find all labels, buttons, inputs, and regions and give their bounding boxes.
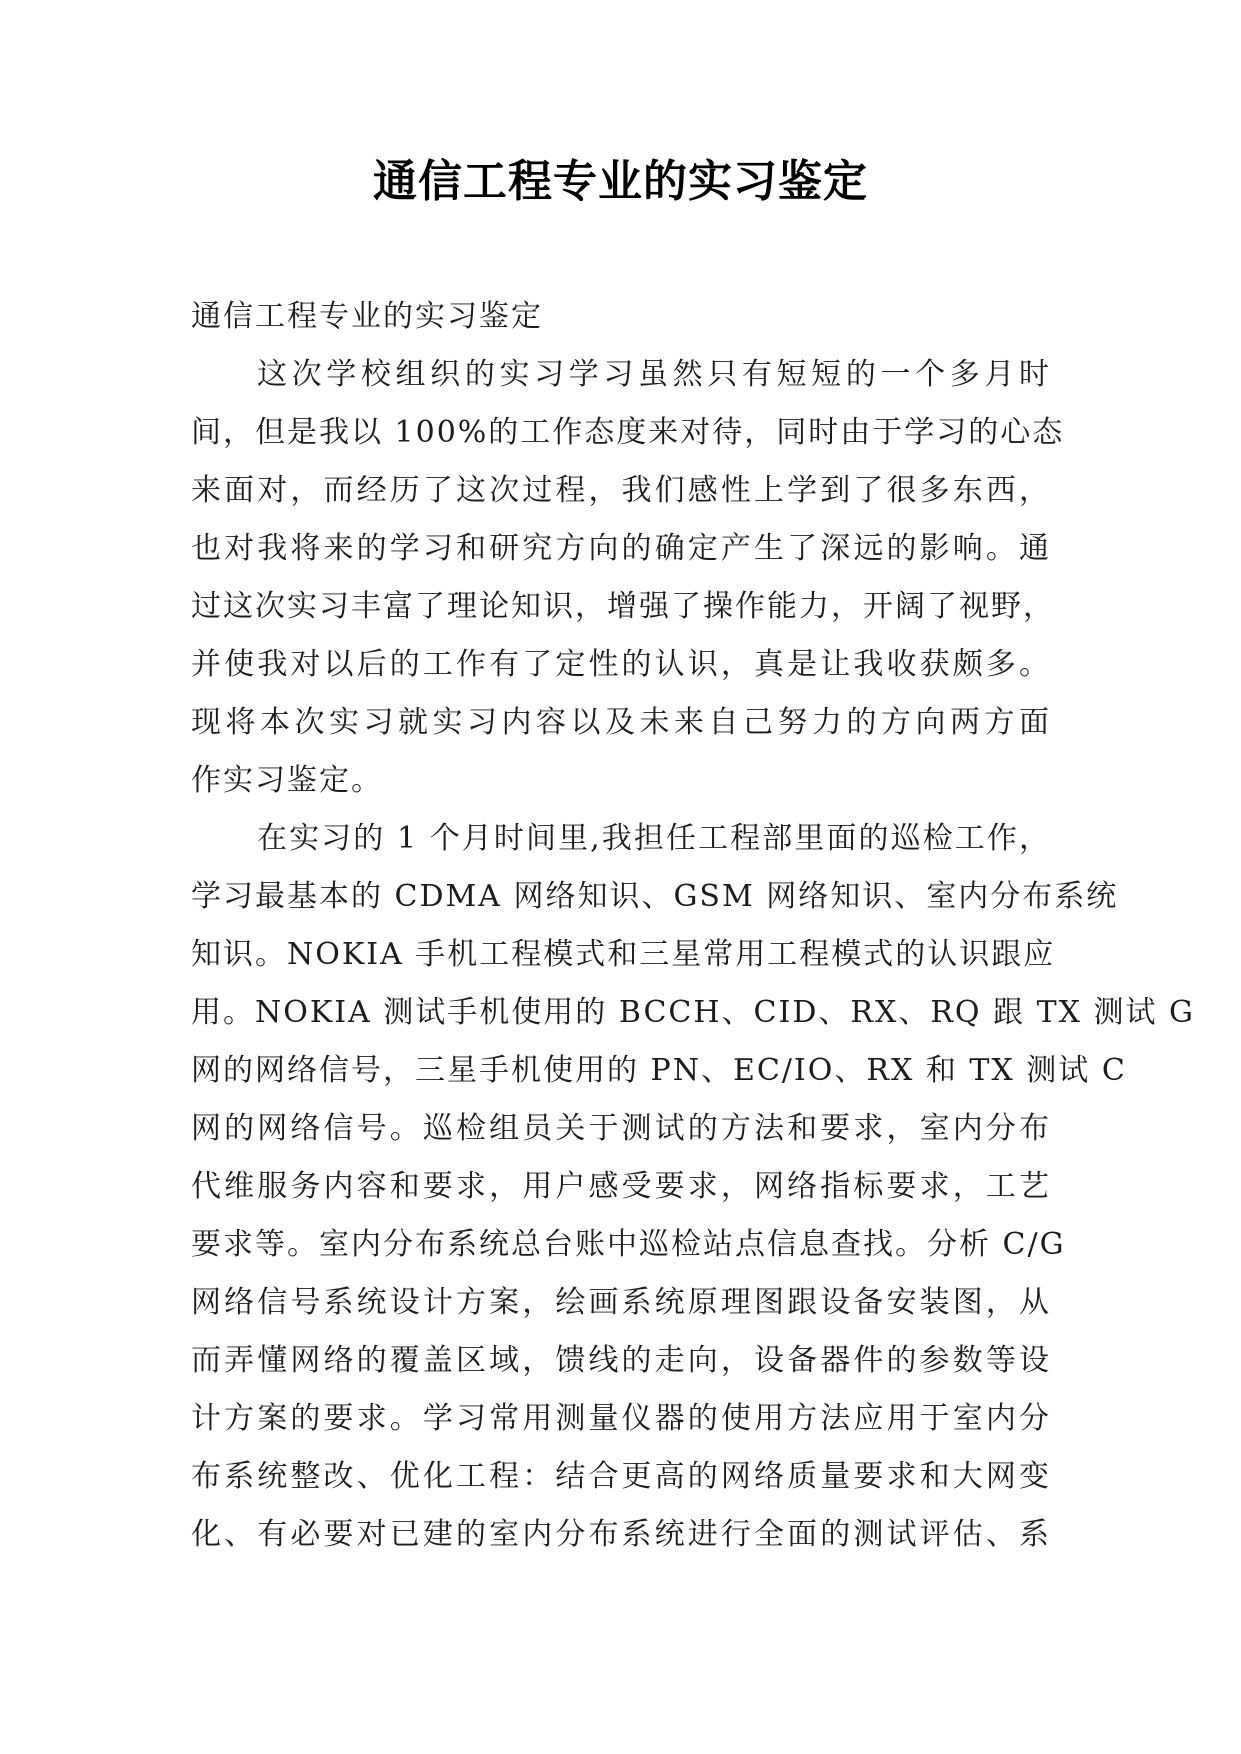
paragraph-line: 网的网络信号。巡检组员关于测试的方法和要求，室内分布 — [191, 1111, 1051, 1146]
paragraph-line: 而弄懂网络的覆盖区域，馈线的走向，设备器件的参数等设 — [191, 1343, 1051, 1378]
paragraph-line: 过这次实习丰富了理论知识，增强了操作能力，开阔了视野， — [191, 589, 1055, 624]
paragraph-1 — [191, 346, 1065, 810]
paragraph-line: 化、有必要对已建的室内分布系统进行全面的测试评估、系 — [191, 1517, 1051, 1552]
paragraph-line: 用。NOKIA 测试手机使用的 BCCH、CID、RX、RQ 跟 TX 测试 G — [191, 995, 1195, 1030]
paragraph-line: 来面对，而经历了这次过程，我们感性上学到了很多东西， — [191, 473, 1051, 508]
paragraph-line: 学习最基本的 CDMA 网络知识、GSM 网络知识、室内分布系统 — [191, 879, 1119, 914]
paragraph-line: 代维服务内容和要求，用户感受要求，网络指标要求，工艺 — [191, 1169, 1051, 1204]
paragraph-line: 作实习鉴定。 — [191, 763, 383, 798]
paragraph-line: 在实习的 1 个月时间里,我担任工程部里面的巡检工作， — [257, 821, 1051, 856]
paragraph-line: 间，但是我以 100%的工作态度来对待，同时由于学习的心态 — [191, 415, 1065, 450]
paragraph-line: 计方案的要求。学习常用测量仪器的使用方法应用于室内分 — [191, 1401, 1051, 1436]
paragraph-line: 网络信号系统设计方案，绘画系统原理图跟设备安装图，从 — [191, 1285, 1051, 1320]
paragraph-line: 知识。NOKIA 手机工程模式和三星常用工程模式的认识跟应 — [191, 937, 1056, 972]
paragraph-line: 并使我对以后的工作有了定性的认识，真是让我收获颇多。 — [191, 647, 1051, 682]
paragraph-line: 网的网络信号，三星手机使用的 PN、EC/IO、RX 和 TX 测试 C — [191, 1053, 1127, 1088]
paragraph-line: 这次学校组织的实习学习虽然只有短短的一个多月时 — [257, 357, 1051, 392]
paragraph-line: 现将本次实习就实习内容以及未来自己努力的方向两方面 — [191, 705, 1051, 740]
document-subheading: 通信工程专业的实习鉴定 — [191, 299, 543, 334]
paragraph-line: 也对我将来的学习和研究方向的确定产生了深远的影响。通 — [191, 531, 1051, 566]
paragraph-2 — [191, 810, 1195, 1564]
paragraph-line: 要求等。室内分布系统总台账中巡检站点信息查找。分析 C/G — [191, 1227, 1066, 1262]
document-title: 通信工程专业的实习鉴定 — [373, 156, 868, 207]
document-body — [191, 288, 1195, 1564]
paragraph-line: 布系统整改、优化工程：结合更高的网络质量要求和大网变 — [191, 1459, 1051, 1494]
